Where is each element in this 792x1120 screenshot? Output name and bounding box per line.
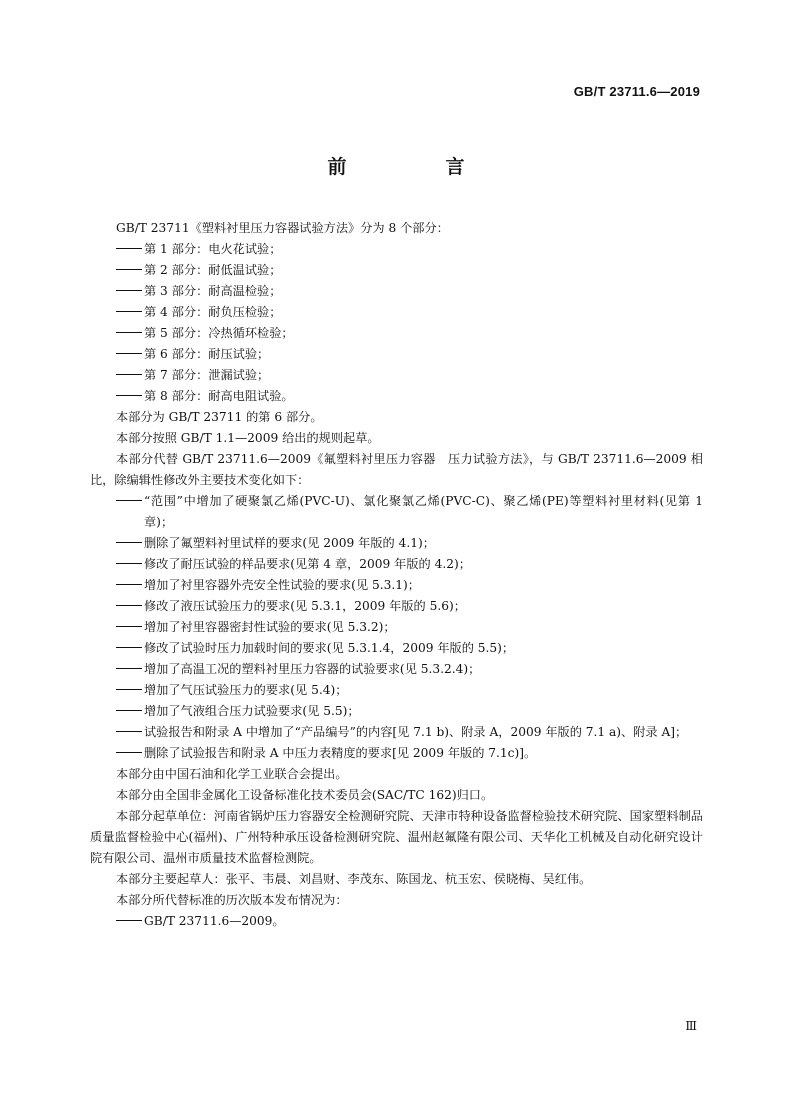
list-item-change-8: 增加了高温工况的塑料衬里压力容器的试验要求(见 5.3.2.4)； [90, 659, 703, 680]
dash-mark [116, 575, 144, 596]
list-item-change-4: 增加了衬里容器外壳安全性试验的要求(见 5.3.1)； [90, 575, 703, 596]
list-item-change-1: “范围”中增加了硬聚氯乙烯(PVC-U)、氯化聚氯乙烯(PVC-C)、聚乙烯(PE)等塑料衬里材料(见第 1 章)； [90, 491, 703, 533]
dash-mark [116, 722, 144, 743]
replaces-paragraph: 本部分代替 GB/T 23711.6—2009《氟塑料衬里压力容器 压力试验方法》，与 GB/T 23711.6—2009 相比，除编辑性修改外主要技术变化如下： [90, 452, 703, 487]
list-item-part-5: 第 5 部分：冷热循环检验； [90, 323, 703, 344]
dash-mark [116, 659, 144, 680]
list-item-part-3: 第 3 部分：耐高温检验； [90, 281, 703, 302]
list-item-change-7: 修改了试验时压力加载时间的要求(见 5.3.1.4，2009 年版的 5.5)； [90, 638, 703, 659]
list-item-change-10: 增加了气液组合压力试验要求(见 5.5)； [90, 701, 703, 722]
drafting-units-paragraph: 本部分起草单位：河南省锅炉压力容器安全检测研究院、天津市特种设备监督检验技术研究院、国家塑料制品质量监督检验中心(福州)、广州特种承压设备检测研究院、温州赵氟隆有限公司、天华化工机械及自动化研究设计院有限公司、温州市质量技术监督检测院。 [90, 809, 703, 865]
list-item-change-11: 试验报告和附录 A 中增加了“产品编号”的内容[见 7.1 b)、附录 A，2009 年版的 7.1 a)、附录 A]； [90, 722, 703, 743]
dash-mark [116, 554, 144, 575]
list-item-change-9: 增加了气压试验压力的要求(见 5.4)； [90, 680, 703, 701]
centralized-paragraph: 本部分由全国非金属化工设备标准化技术委员会(SAC/TC 162)归口。 [116, 788, 494, 802]
dash-mark [116, 911, 144, 932]
dash-mark [116, 239, 144, 260]
history-paragraph: 本部分所代替标准的历次版本发布情况为： [116, 893, 348, 907]
drafting-rules-paragraph: 本部分按照 GB/T 1.1—2009 给出的规则起草。 [116, 431, 380, 445]
dash-mark [116, 701, 144, 722]
list-item-history-1: GB/T 23711.6—2009。 [90, 911, 703, 932]
dash-mark [116, 365, 144, 386]
proposed-paragraph: 本部分由中国石油和化学工业联合会提出。 [116, 767, 348, 781]
part-of-paragraph: 本部分为 GB/T 23711 的第 6 部分。 [116, 410, 323, 424]
dash-mark [116, 260, 144, 281]
list-item-part-1: 第 1 部分：电火花试验； [90, 239, 703, 260]
list-item-part-8: 第 8 部分：耐高电阻试验。 [90, 386, 703, 407]
dash-mark [116, 617, 144, 638]
list-item-change-3: 修改了耐压试验的样品要求(见第 4 章，2009 年版的 4.2)； [90, 554, 703, 575]
list-item-part-7: 第 7 部分：泄漏试验； [90, 365, 703, 386]
dash-mark [116, 302, 144, 323]
document-body [90, 218, 703, 932]
list-item-change-12: 删除了试验报告和附录 A 中压力表精度的要求[见 2009 年版的 7.1c)]。 [90, 743, 703, 764]
dash-mark [116, 323, 144, 344]
dash-mark [116, 281, 144, 302]
dash-mark [116, 386, 144, 407]
list-item-part-4: 第 4 部分：耐负压检验； [90, 302, 703, 323]
list-item-part-2: 第 2 部分：耐低温试验； [90, 260, 703, 281]
list-item-change-2: 删除了氟塑料衬里试样的要求(见 2009 年版的 4.1)； [90, 533, 703, 554]
page-number: Ⅲ [685, 1019, 697, 1033]
list-item-part-6: 第 6 部分：耐压试验； [90, 344, 703, 365]
dash-mark [116, 491, 144, 512]
list-item-change-6: 增加了衬里容器密封性试验的要求(见 5.3.2)； [90, 617, 703, 638]
page-title: 前 言 [327, 156, 505, 178]
dash-mark [116, 680, 144, 701]
standard-number: GB/T 23711.6—2019 [573, 84, 700, 99]
dash-mark [116, 344, 144, 365]
intro-paragraph: GB/T 23711《塑料衬里压力容器试验方法》分为 8 个部分： [116, 221, 449, 235]
dash-mark [116, 638, 144, 659]
dash-mark [116, 743, 144, 764]
drafters-paragraph: 本部分主要起草人：张平、韦晨、刘昌财、李茂东、陈国龙、杭玉宏、侯晓梅、吴红伟。 [116, 872, 592, 886]
list-item-change-5: 修改了液压试验压力的要求(见 5.3.1，2009 年版的 5.6)； [90, 596, 703, 617]
dash-mark [116, 533, 144, 554]
dash-mark [116, 596, 144, 617]
